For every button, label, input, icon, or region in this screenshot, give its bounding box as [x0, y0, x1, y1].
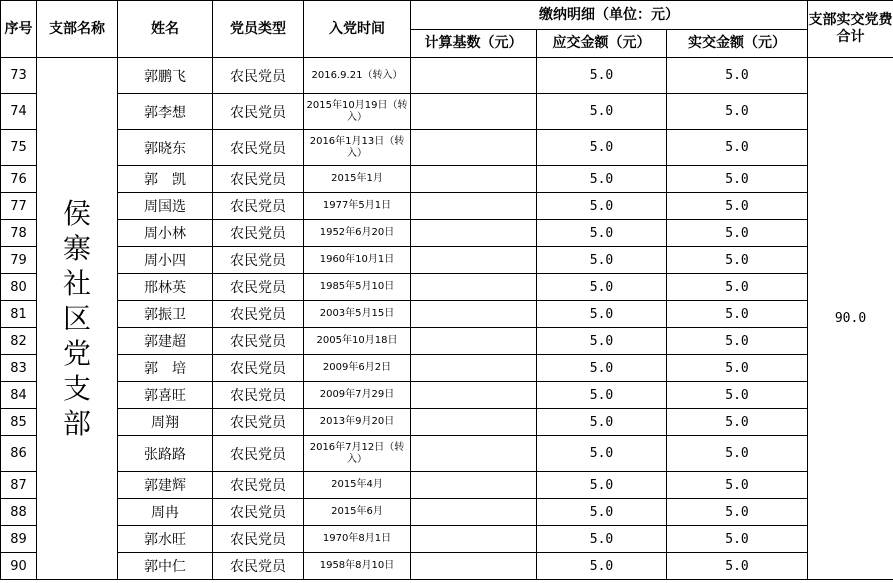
- cell-due: 5.0: [537, 130, 667, 166]
- cell-paid: 5.0: [667, 355, 808, 382]
- cell-seq: 88: [1, 499, 37, 526]
- cell-branch-total: 90.0: [808, 58, 893, 580]
- table-row: [1, 166, 893, 193]
- cell-due: 5.0: [537, 355, 667, 382]
- table-row: [1, 130, 893, 166]
- cell-join-date: 2015年6月: [304, 499, 411, 526]
- table-row: [1, 247, 893, 274]
- cell-paid: 5.0: [667, 301, 808, 328]
- cell-paid: 5.0: [667, 193, 808, 220]
- header-base: 计算基数（元）: [411, 30, 537, 58]
- cell-branch-name: [37, 58, 118, 580]
- cell-type: 农民党员: [213, 499, 304, 526]
- cell-seq: 80: [1, 274, 37, 301]
- cell-seq: 76: [1, 166, 37, 193]
- header-due: 应交金额（元）: [537, 30, 667, 58]
- cell-seq: 77: [1, 193, 37, 220]
- cell-name: 郭鹏飞: [118, 58, 213, 94]
- cell-base: [411, 499, 537, 526]
- cell-type: 农民党员: [213, 130, 304, 166]
- cell-due: 5.0: [537, 328, 667, 355]
- cell-type: 农民党员: [213, 274, 304, 301]
- header-detail: 缴纳明细（单位：元）: [411, 1, 808, 30]
- header-branch: 支部名称: [37, 1, 118, 58]
- cell-type: 农民党员: [213, 247, 304, 274]
- header-name: 姓名: [118, 1, 213, 58]
- table-row: [1, 409, 893, 436]
- cell-name: 郭 凯: [118, 166, 213, 193]
- cell-seq: 87: [1, 472, 37, 499]
- cell-type: 农民党员: [213, 355, 304, 382]
- cell-seq: 85: [1, 409, 37, 436]
- cell-due: 5.0: [537, 58, 667, 94]
- cell-type: 农民党员: [213, 58, 304, 94]
- cell-base: [411, 355, 537, 382]
- cell-join-date: 1952年6月20日: [304, 220, 411, 247]
- cell-due: 5.0: [537, 274, 667, 301]
- table-row: [1, 499, 893, 526]
- cell-paid: 5.0: [667, 94, 808, 130]
- cell-paid: 5.0: [667, 472, 808, 499]
- cell-base: [411, 526, 537, 553]
- table-row: [1, 436, 893, 472]
- table-row: [1, 193, 893, 220]
- cell-name: 张路路: [118, 436, 213, 472]
- cell-base: [411, 553, 537, 580]
- cell-due: 5.0: [537, 193, 667, 220]
- cell-join-date: 2016.9.21（转入）: [304, 58, 411, 94]
- header-type: 党员类型: [213, 1, 304, 58]
- cell-name: 郭中仁: [118, 553, 213, 580]
- cell-join-date: 2005年10月18日: [304, 328, 411, 355]
- cell-type: 农民党员: [213, 382, 304, 409]
- cell-type: 农民党员: [213, 220, 304, 247]
- cell-type: 农民党员: [213, 193, 304, 220]
- cell-due: 5.0: [537, 409, 667, 436]
- cell-paid: 5.0: [667, 58, 808, 94]
- cell-name: 周翔: [118, 409, 213, 436]
- cell-seq: 78: [1, 220, 37, 247]
- cell-seq: 89: [1, 526, 37, 553]
- cell-due: 5.0: [537, 499, 667, 526]
- cell-name: 郭振卫: [118, 301, 213, 328]
- cell-name: 周国选: [118, 193, 213, 220]
- cell-name: 郭水旺: [118, 526, 213, 553]
- cell-paid: 5.0: [667, 328, 808, 355]
- cell-paid: 5.0: [667, 247, 808, 274]
- header-total: 支部实交党费合计: [808, 1, 893, 58]
- table-row: [1, 58, 893, 94]
- cell-seq: 74: [1, 94, 37, 130]
- cell-name: 郭建辉: [118, 472, 213, 499]
- cell-base: [411, 166, 537, 193]
- cell-seq: 90: [1, 553, 37, 580]
- cell-name: 郭喜旺: [118, 382, 213, 409]
- header-paid: 实交金额（元）: [667, 30, 808, 58]
- cell-name: 周小林: [118, 220, 213, 247]
- cell-paid: 5.0: [667, 553, 808, 580]
- cell-paid: 5.0: [667, 409, 808, 436]
- cell-join-date: 1985年5月10日: [304, 274, 411, 301]
- cell-base: [411, 193, 537, 220]
- cell-due: 5.0: [537, 301, 667, 328]
- cell-seq: 84: [1, 382, 37, 409]
- cell-paid: 5.0: [667, 436, 808, 472]
- cell-seq: 75: [1, 130, 37, 166]
- cell-join-date: 1960年10月1日: [304, 247, 411, 274]
- cell-type: 农民党员: [213, 328, 304, 355]
- cell-base: [411, 436, 537, 472]
- cell-seq: 82: [1, 328, 37, 355]
- cell-seq: 73: [1, 58, 37, 94]
- cell-join-date: 1970年8月1日: [304, 526, 411, 553]
- cell-join-date: 2015年10月19日（转入）: [304, 94, 411, 130]
- cell-paid: 5.0: [667, 274, 808, 301]
- cell-join-date: 2016年7月12日（转入）: [304, 436, 411, 472]
- header-join: 入党时间: [304, 1, 411, 58]
- cell-join-date: 1977年5月1日: [304, 193, 411, 220]
- cell-name: 邢林英: [118, 274, 213, 301]
- cell-join-date: 2009年6月2日: [304, 355, 411, 382]
- cell-due: 5.0: [537, 247, 667, 274]
- cell-join-date: 2016年1月13日（转入）: [304, 130, 411, 166]
- cell-due: 5.0: [537, 220, 667, 247]
- cell-type: 农民党员: [213, 472, 304, 499]
- cell-join-date: 2015年1月: [304, 166, 411, 193]
- cell-base: [411, 382, 537, 409]
- cell-join-date: 2015年4月: [304, 472, 411, 499]
- cell-due: 5.0: [537, 472, 667, 499]
- cell-name: 周小四: [118, 247, 213, 274]
- cell-join-date: 2009年7月29日: [304, 382, 411, 409]
- cell-base: [411, 274, 537, 301]
- cell-base: [411, 130, 537, 166]
- table-row: [1, 94, 893, 130]
- cell-base: [411, 301, 537, 328]
- cell-name: 郭 培: [118, 355, 213, 382]
- cell-base: [411, 94, 537, 130]
- cell-paid: 5.0: [667, 382, 808, 409]
- table-body: [1, 58, 893, 580]
- cell-paid: 5.0: [667, 526, 808, 553]
- cell-due: 5.0: [537, 166, 667, 193]
- cell-paid: 5.0: [667, 220, 808, 247]
- table-row: [1, 301, 893, 328]
- cell-type: 农民党员: [213, 553, 304, 580]
- cell-paid: 5.0: [667, 499, 808, 526]
- cell-seq: 81: [1, 301, 37, 328]
- cell-type: 农民党员: [213, 526, 304, 553]
- cell-due: 5.0: [537, 382, 667, 409]
- cell-join-date: 2013年9月20日: [304, 409, 411, 436]
- table-row: [1, 355, 893, 382]
- cell-seq: 79: [1, 247, 37, 274]
- header-seq: 序号: [1, 1, 37, 58]
- cell-paid: 5.0: [667, 130, 808, 166]
- cell-base: [411, 409, 537, 436]
- cell-base: [411, 247, 537, 274]
- cell-seq: 83: [1, 355, 37, 382]
- cell-type: 农民党员: [213, 436, 304, 472]
- table-row: [1, 220, 893, 247]
- cell-base: [411, 472, 537, 499]
- cell-type: 农民党员: [213, 301, 304, 328]
- cell-seq: 86: [1, 436, 37, 472]
- cell-type: 农民党员: [213, 94, 304, 130]
- cell-due: 5.0: [537, 436, 667, 472]
- table-row: [1, 526, 893, 553]
- table-row: [1, 274, 893, 301]
- cell-name: 郭李想: [118, 94, 213, 130]
- table-row: [1, 382, 893, 409]
- cell-base: [411, 328, 537, 355]
- cell-base: [411, 58, 537, 94]
- cell-due: 5.0: [537, 94, 667, 130]
- cell-join-date: 1958年8月10日: [304, 553, 411, 580]
- cell-type: 农民党员: [213, 166, 304, 193]
- cell-due: 5.0: [537, 553, 667, 580]
- cell-name: 郭建超: [118, 328, 213, 355]
- cell-join-date: 2003年5月15日: [304, 301, 411, 328]
- cell-type: 农民党员: [213, 409, 304, 436]
- cell-name: 郭晓东: [118, 130, 213, 166]
- cell-base: [411, 220, 537, 247]
- cell-due: 5.0: [537, 526, 667, 553]
- cell-name: 周冉: [118, 499, 213, 526]
- branch-name-text: 侯寨社区党支部: [62, 197, 91, 440]
- cell-paid: 5.0: [667, 166, 808, 193]
- table-row: [1, 472, 893, 499]
- table-row: [1, 328, 893, 355]
- table-row: [1, 553, 893, 580]
